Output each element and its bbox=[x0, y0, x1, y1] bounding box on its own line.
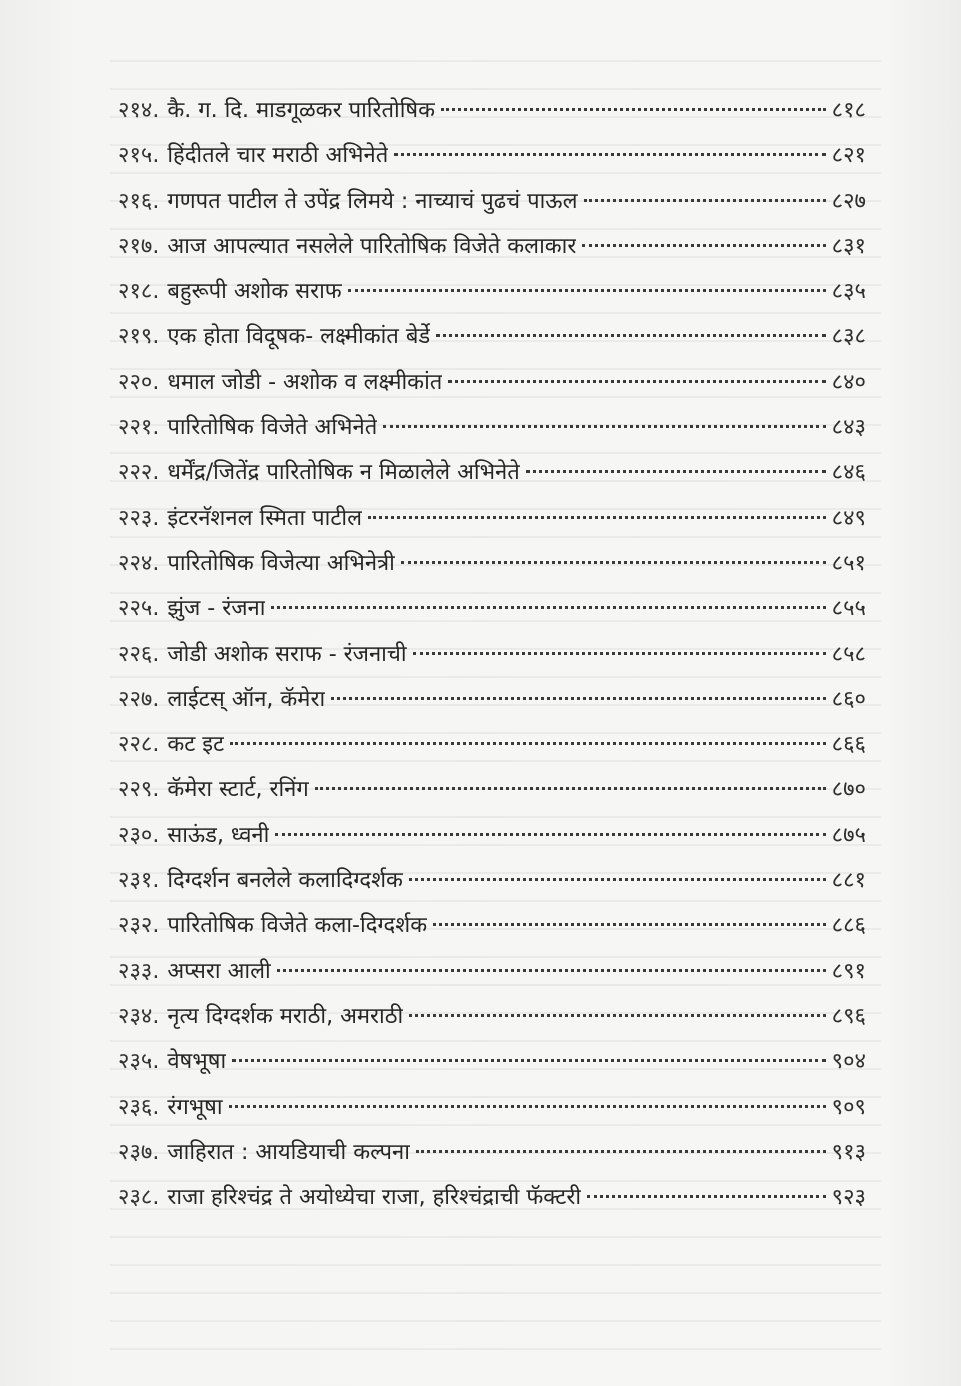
toc-entry bbox=[118, 224, 866, 269]
toc-entry bbox=[118, 179, 866, 224]
toc-entry bbox=[118, 541, 866, 586]
toc-entry-title: आज आपल्यात नसलेले पारितोषिक विजेते कलाकार bbox=[167, 233, 577, 259]
table-of-contents bbox=[118, 88, 866, 1220]
toc-entry-page: ८५८ bbox=[831, 641, 866, 667]
toc-entry-page: ९२३ bbox=[831, 1185, 866, 1211]
toc-entry-page: ८१८ bbox=[831, 98, 866, 123]
toc-entry-title: जाहिरात : आयडियाची कल्पना bbox=[167, 1139, 410, 1165]
toc-entry-number: २३३. bbox=[118, 958, 160, 984]
toc-entry-page: ८६० bbox=[831, 686, 866, 712]
toc-entry-number: २२१. bbox=[118, 415, 160, 441]
toc-entry-title: कट इट bbox=[167, 732, 225, 758]
toc-entry-title: रंगभूषा bbox=[167, 1094, 223, 1120]
dot-leader bbox=[441, 108, 826, 111]
toc-entry-title: गणपत पाटील ते उपेंद्र लिमये : नाच्याचं पुढचं पाऊल bbox=[167, 188, 578, 214]
toc-entry-page: ८४६ bbox=[831, 460, 866, 486]
toc-entry-page: ८७० bbox=[831, 777, 866, 803]
toc-entry-page: ८७५ bbox=[831, 822, 866, 848]
toc-entry-number: २१९. bbox=[118, 324, 160, 350]
dot-leader bbox=[348, 289, 826, 292]
dot-leader bbox=[413, 652, 826, 655]
dot-leader bbox=[229, 1105, 826, 1108]
toc-entry-number: २२२. bbox=[118, 460, 160, 486]
toc-entry bbox=[118, 1039, 866, 1084]
toc-entry-page: ८५५ bbox=[831, 596, 866, 622]
toc-entry-title: कै. ग. दि. माडगूळकर पारितोषिक bbox=[167, 98, 436, 123]
toc-entry-title: धर्मेंद्र/जितेंद्र पारितोषिक न मिळालेले अभिनेते bbox=[167, 460, 520, 486]
dot-leader bbox=[436, 334, 826, 337]
toc-entry bbox=[118, 586, 866, 631]
toc-entry-page: ८९१ bbox=[831, 958, 866, 984]
toc-entry bbox=[118, 632, 866, 677]
toc-entry-number: २२६. bbox=[118, 641, 160, 667]
toc-entry bbox=[118, 405, 866, 450]
toc-entry bbox=[118, 722, 866, 767]
toc-entry-number: २३५. bbox=[118, 1049, 160, 1075]
toc-entry-page: ८४० bbox=[831, 369, 866, 395]
toc-entry-number: २२४. bbox=[118, 550, 160, 576]
dot-leader bbox=[409, 878, 826, 881]
toc-entry-number: २१५. bbox=[118, 143, 160, 169]
toc-entry-page: ८८६ bbox=[831, 913, 866, 939]
toc-entry-number: २१६. bbox=[118, 188, 160, 214]
toc-entry-page: ८६६ bbox=[831, 732, 866, 758]
toc-entry bbox=[118, 1130, 866, 1175]
dot-leader bbox=[409, 1014, 825, 1017]
toc-entry-number: २३१. bbox=[118, 868, 160, 894]
toc-entry bbox=[118, 858, 866, 903]
toc-entry-page: ८२१ bbox=[831, 143, 866, 169]
toc-entry-title: झुंज - रंजना bbox=[167, 596, 266, 622]
toc-entry-title: साऊंड, ध्वनी bbox=[167, 822, 270, 848]
dot-leader bbox=[448, 380, 825, 383]
toc-entry bbox=[118, 269, 866, 314]
toc-entry-page: ८२७ bbox=[831, 188, 866, 214]
toc-entry-title: कॅमेरा स्टार्ट, रनिंग bbox=[167, 777, 309, 803]
toc-entry-page: ८३८ bbox=[831, 324, 866, 350]
dot-leader bbox=[526, 470, 826, 473]
dot-leader bbox=[331, 697, 826, 700]
toc-entry-page: ८८१ bbox=[831, 868, 866, 894]
toc-entry-title: हिंदीतले चार मराठी अभिनेते bbox=[167, 143, 389, 169]
toc-entry bbox=[118, 496, 866, 541]
toc-entry-number: २३२. bbox=[118, 913, 160, 939]
toc-entry-title: लाईटस् ऑन, कॅमेरा bbox=[167, 686, 326, 712]
toc-entry bbox=[118, 450, 866, 495]
dot-leader bbox=[232, 1059, 826, 1062]
toc-entry-page: ८५१ bbox=[831, 550, 866, 576]
toc-entry-page: ८४९ bbox=[831, 505, 866, 531]
toc-entry bbox=[118, 994, 866, 1039]
toc-entry bbox=[118, 360, 866, 405]
toc-entry-title: एक होता विदूषक- लक्ष्मीकांत बेर्डे bbox=[167, 324, 431, 350]
dot-leader bbox=[383, 425, 825, 428]
toc-entry-title: वेषभूषा bbox=[167, 1049, 227, 1075]
toc-entry-title: पारितोषिक विजेते कला-दिग्दर्शक bbox=[167, 913, 428, 939]
toc-entry-number: २२५. bbox=[118, 596, 160, 622]
toc-entry-title: पारितोषिक विजेते अभिनेते bbox=[167, 415, 378, 441]
toc-entry-number: २३६. bbox=[118, 1094, 160, 1120]
toc-entry-page: ९०९ bbox=[831, 1094, 866, 1120]
toc-entry bbox=[118, 1085, 866, 1130]
dot-leader bbox=[433, 923, 826, 926]
toc-entry-number: २३८. bbox=[118, 1185, 160, 1211]
toc-entry bbox=[118, 314, 866, 359]
toc-entry bbox=[118, 1175, 866, 1220]
toc-entry-page: ९१३ bbox=[831, 1139, 866, 1165]
toc-entry bbox=[118, 903, 866, 948]
toc-entry bbox=[118, 813, 866, 858]
dot-leader bbox=[416, 1150, 826, 1153]
dot-leader bbox=[230, 742, 825, 745]
toc-entry-title: जोडी अशोक सराफ - रंजनाची bbox=[167, 641, 407, 667]
toc-entry-number: २२८. bbox=[118, 732, 160, 758]
toc-entry-page: ९०४ bbox=[831, 1049, 866, 1075]
toc-entry bbox=[118, 133, 866, 178]
toc-entry-number: २२७. bbox=[118, 686, 160, 712]
toc-entry-title: राजा हरिश्चंद्र ते अयोध्येचा राजा, हरिश्चंद्राची फॅक्टरी bbox=[167, 1185, 582, 1211]
toc-entry-number: २१७. bbox=[118, 233, 160, 259]
toc-entry bbox=[118, 88, 866, 133]
dot-leader bbox=[584, 199, 826, 202]
toc-entry-number: २३०. bbox=[118, 822, 160, 848]
dot-leader bbox=[587, 1195, 826, 1198]
dot-leader bbox=[271, 606, 825, 609]
dot-leader bbox=[315, 787, 826, 790]
toc-entry-page: ८९६ bbox=[831, 1003, 866, 1029]
toc-entry-page: ८४३ bbox=[831, 415, 866, 441]
dot-leader bbox=[275, 833, 825, 836]
toc-entry bbox=[118, 677, 866, 722]
toc-entry-title: इंटरनॅशनल स्मिता पाटील bbox=[167, 505, 363, 531]
toc-entry-title: अप्सरा आली bbox=[167, 958, 271, 984]
toc-entry-number: २१८. bbox=[118, 279, 160, 305]
dot-leader bbox=[582, 244, 825, 247]
toc-entry bbox=[118, 767, 866, 812]
toc-entry-title: पारितोषिक विजेत्या अभिनेत्री bbox=[167, 550, 395, 576]
toc-entry-title: नृत्य दिग्दर्शक मराठी, अमराठी bbox=[167, 1003, 404, 1029]
dot-leader bbox=[394, 153, 825, 156]
toc-entry bbox=[118, 949, 866, 994]
toc-entry-number: २२०. bbox=[118, 369, 160, 395]
toc-entry-title: धमाल जोडी - अशोक व लक्ष्मीकांत bbox=[167, 369, 443, 395]
toc-entry-number: २३७. bbox=[118, 1139, 160, 1165]
toc-entry-number: २१४. bbox=[118, 98, 160, 123]
toc-entry-number: २२३. bbox=[118, 505, 160, 531]
toc-entry-title: बहुरूपी अशोक सराफ bbox=[167, 279, 342, 305]
toc-entry-title: दिग्दर्शन बनलेले कलादिग्दर्शक bbox=[167, 868, 403, 894]
toc-entry-number: २३४. bbox=[118, 1003, 160, 1029]
dot-leader bbox=[368, 516, 826, 519]
dot-leader bbox=[401, 561, 826, 564]
toc-entry-number: २२९. bbox=[118, 777, 160, 803]
dot-leader bbox=[277, 969, 826, 972]
toc-entry-page: ८३५ bbox=[831, 279, 866, 305]
toc-entry-page: ८३१ bbox=[831, 233, 866, 259]
